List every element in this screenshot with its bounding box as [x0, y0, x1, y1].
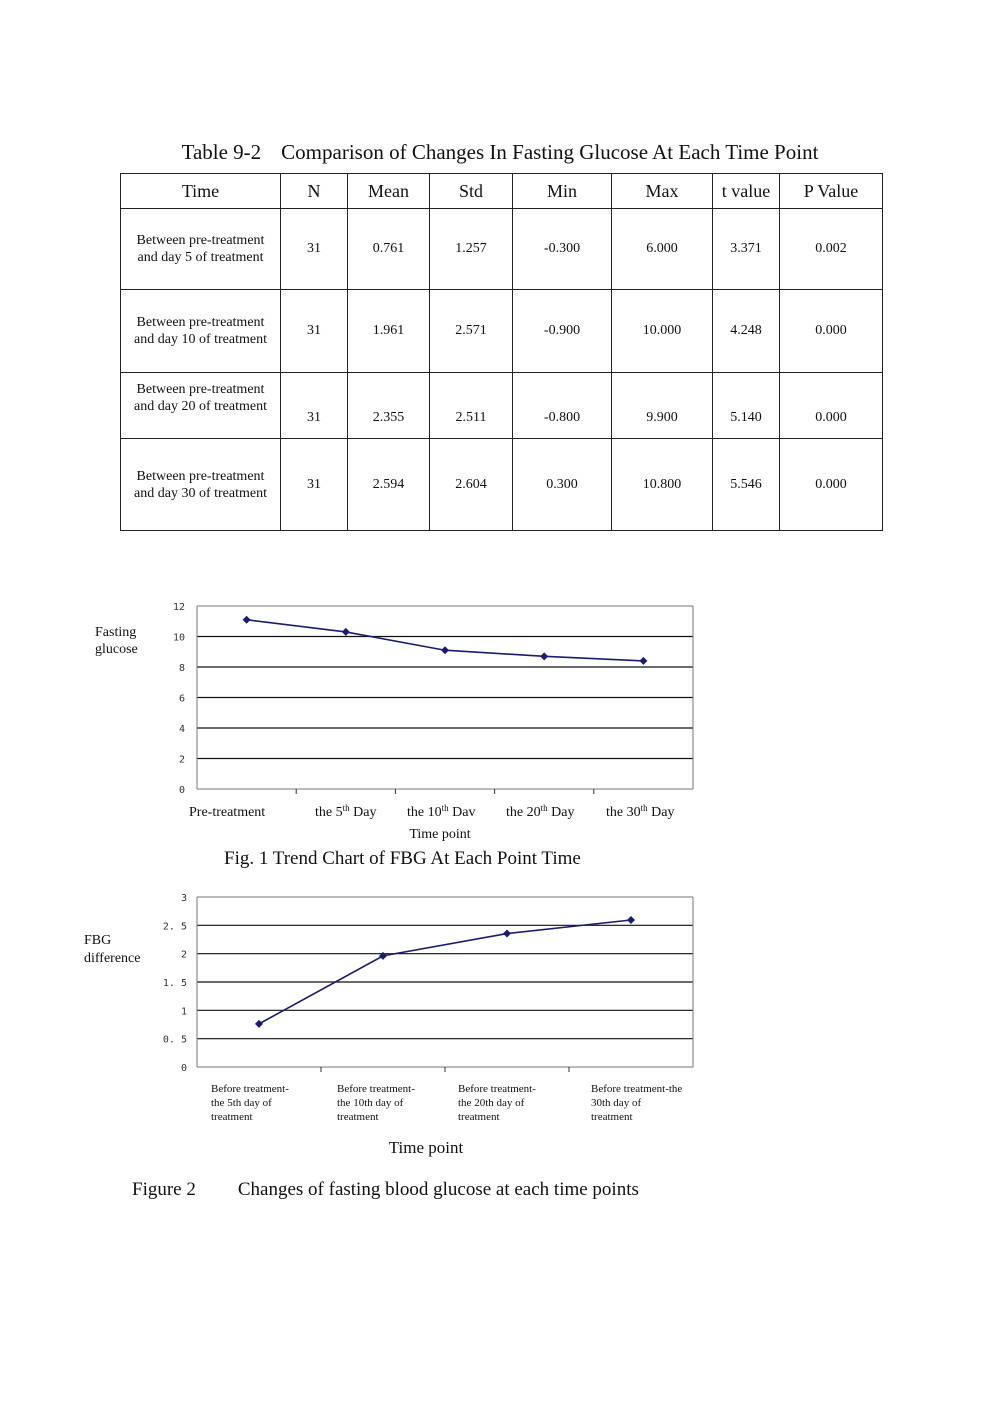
x-category-label: Before treatment-: [458, 1083, 536, 1095]
cell-max: 10.000: [612, 290, 713, 373]
cell-t: 5.546: [713, 439, 780, 531]
cell-std: 1.257: [430, 209, 513, 290]
y-tick-label: 3: [180, 893, 187, 904]
series-line: [259, 920, 631, 1024]
x-category-label: treatment: [337, 1111, 379, 1123]
row-label-line1: Between pre-treatment: [136, 233, 265, 248]
figure-2-caption-label: Figure 2: [132, 1179, 196, 1200]
x-category-label: treatment: [211, 1111, 253, 1123]
cell-max: 6.000: [612, 209, 713, 290]
table-caption-label: Table 9-2: [181, 140, 262, 164]
series-line: [247, 620, 644, 661]
x-category-label: Before treatment-: [337, 1083, 415, 1095]
x-category-label: the 10th day of: [337, 1097, 404, 1109]
x-category-label: the 5th Day: [315, 803, 377, 820]
cell-std: 2.511: [430, 373, 513, 439]
data-point: [503, 930, 511, 938]
x-category-label: treatment: [458, 1111, 500, 1123]
header-mean: Mean: [348, 174, 430, 209]
y-tick-label: 8: [178, 663, 185, 674]
cell-p: 0.000: [780, 290, 883, 373]
x-category-label: the 10th Dav: [407, 803, 476, 820]
data-point: [627, 916, 635, 924]
cell-mean: 2.355: [348, 373, 430, 439]
data-point: [639, 657, 647, 665]
x-category-label: the 30th Day: [606, 803, 675, 820]
figure-1-caption: Fig. 1 Trend Chart of FBG At Each Point Time: [224, 848, 581, 869]
y-axis-label-line1: FBG: [84, 933, 112, 948]
y-axis-label-line1: Fasting: [95, 625, 137, 640]
y-tick-label: 1. 5: [162, 978, 187, 989]
header-p-value: P Value: [780, 174, 883, 209]
data-point: [441, 646, 449, 654]
x-category-label: Before treatment-the: [591, 1083, 683, 1095]
row-label-line1: Between pre-treatment: [136, 468, 265, 484]
row-label-line1: Between pre-treatment: [136, 315, 265, 330]
header-max: Max: [612, 174, 713, 209]
cell-n: 31: [281, 439, 348, 531]
cell-max: 9.900: [612, 373, 713, 439]
x-axis-label: Time point: [388, 1138, 464, 1157]
cell-std: 2.604: [430, 439, 513, 531]
cell-mean: 0.761: [348, 209, 430, 290]
row-label-line2: and day 30 of treatment: [134, 485, 267, 501]
data-point: [255, 1020, 263, 1028]
table-caption-title: Comparison of Changes In Fasting Glucose At Each Time Point: [281, 140, 819, 164]
y-tick-label: 0: [180, 1063, 187, 1074]
row-label-line2: and day 5 of treatment: [137, 250, 264, 265]
row-label-line1: Between pre-treatment: [136, 382, 265, 397]
cell-min: -0.800: [513, 373, 612, 439]
x-category-label: the 5th day of: [211, 1097, 272, 1109]
cell-min: -0.300: [513, 209, 612, 290]
figure-2-caption-title: Changes of fasting blood glucose at each time points: [237, 1179, 639, 1200]
y-tick-label: 2. 5: [162, 921, 187, 933]
fbg-trend-chart: [95, 602, 693, 842]
x-category-label: 30th day of: [591, 1097, 642, 1109]
y-tick-label: 4: [178, 724, 185, 735]
cell-min: 0.300: [513, 439, 612, 531]
data-point: [540, 652, 548, 660]
cell-n: 31: [281, 209, 348, 290]
x-category-label: the 20th day of: [458, 1097, 525, 1109]
cell-std: 2.571: [430, 290, 513, 373]
cell-n: 31: [281, 290, 348, 373]
data-point: [243, 616, 251, 624]
cell-mean: 1.961: [348, 290, 430, 373]
cell-p: 0.000: [780, 373, 883, 439]
header-n: N: [281, 174, 348, 209]
y-tick-label: 2: [178, 754, 185, 766]
cell-min: -0.900: [513, 290, 612, 373]
cell-t: 3.371: [713, 209, 780, 290]
y-tick-label: 2: [180, 949, 187, 961]
y-tick-label: 0. 5: [162, 1034, 187, 1046]
row-label-line2: and day 20 of treatment: [134, 399, 267, 414]
y-tick-label: 0: [178, 785, 185, 796]
cell-n: 31: [281, 373, 348, 439]
y-tick-label: 10: [172, 632, 185, 644]
y-axis-label-line2: glucose: [95, 642, 138, 657]
figure-2-caption: [132, 1179, 639, 1201]
y-tick-label: 6: [178, 693, 185, 705]
cell-p: 0.002: [780, 209, 883, 290]
x-category-label: treatment: [591, 1111, 633, 1123]
cell-t: 5.140: [713, 373, 780, 439]
y-tick-label: 12: [172, 602, 185, 613]
cell-max: 10.800: [612, 439, 713, 531]
x-category-label: Before treatment-: [211, 1083, 289, 1095]
y-tick-label: 1: [180, 1006, 187, 1018]
cell-mean: 2.594: [348, 439, 430, 531]
y-axis-label-line2: difference: [84, 951, 141, 966]
x-axis-label: Time point: [409, 827, 471, 842]
header-time: Time: [121, 174, 281, 209]
data-point: [342, 628, 350, 636]
x-category-label: Pre-treatment: [189, 805, 266, 820]
x-category-label: the 20th Day: [506, 803, 575, 820]
header-std: Std: [430, 174, 513, 209]
header-min: Min: [513, 174, 612, 209]
header-t-value: t value: [713, 174, 780, 209]
fbg-difference-chart: [84, 893, 693, 1157]
row-label-line2: and day 10 of treatment: [134, 332, 267, 347]
cell-t: 4.248: [713, 290, 780, 373]
cell-p: 0.000: [780, 439, 883, 531]
